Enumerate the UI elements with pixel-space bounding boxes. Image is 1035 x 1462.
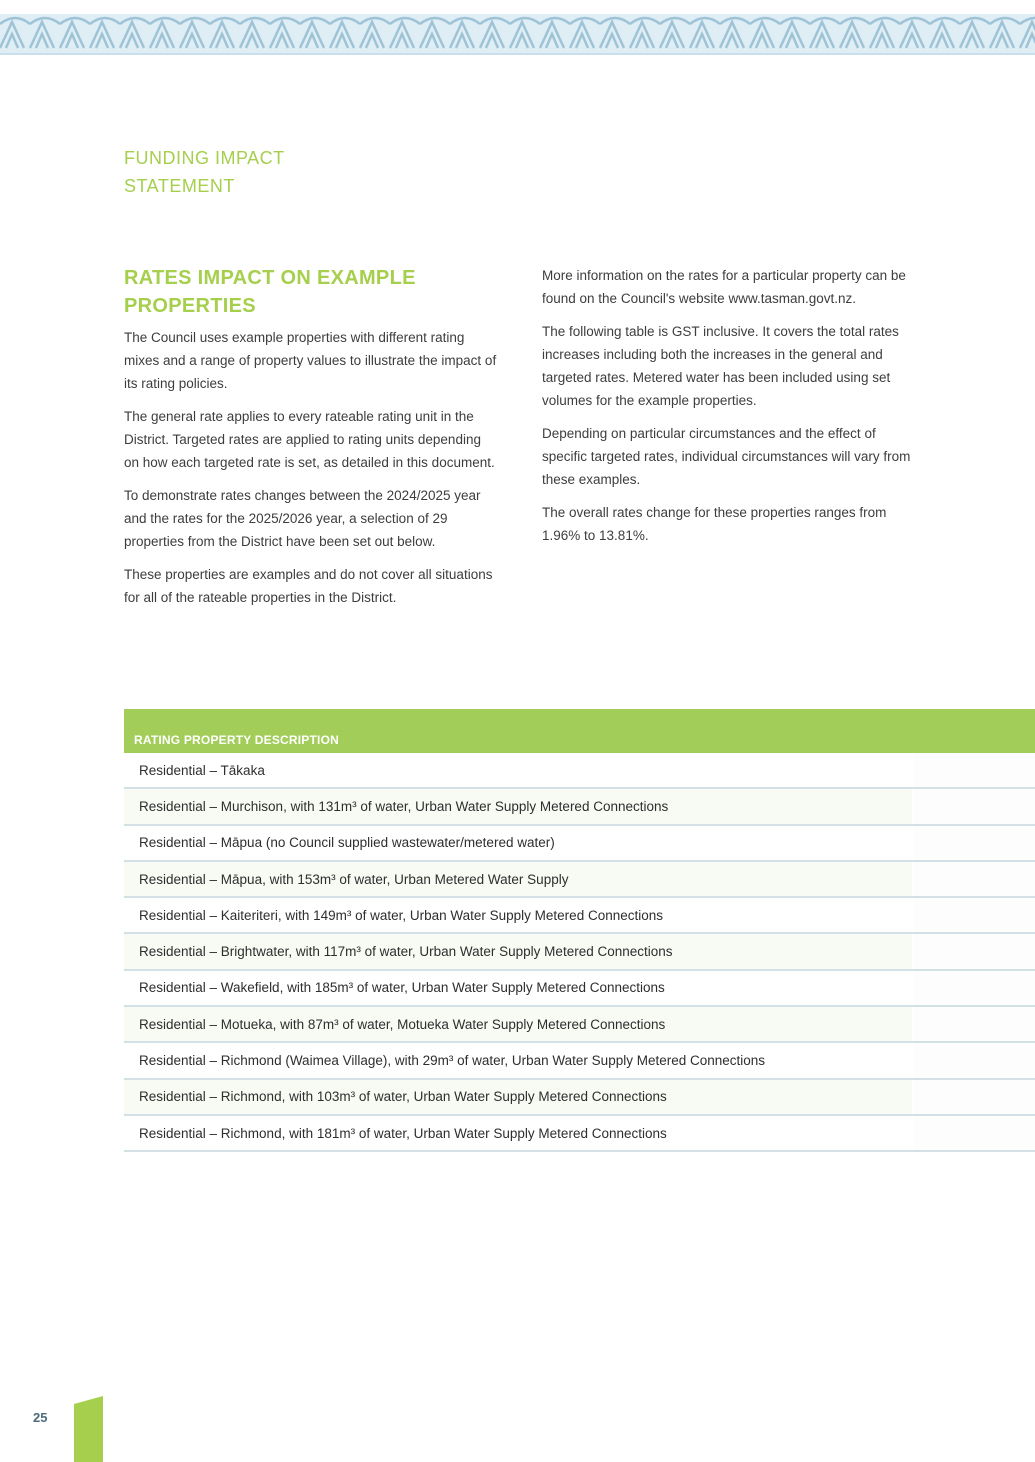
left-paragraph: To demonstrate rates changes between the 2024/2025 year and the rates for the 2025/2026 year, a selection of 29 properties from the District have been set out below.: [124, 488, 481, 549]
page-tab-marker: [74, 1396, 103, 1462]
row-value-cell: [912, 789, 1035, 823]
row-value-cell: [912, 826, 1035, 860]
table-row: [124, 898, 1035, 934]
row-description: Residential – Murchison, with 131m³ of water, Urban Water Supply Metered Connections: [124, 789, 912, 823]
row-description: Residential – Tākaka: [124, 753, 912, 787]
row-value-cell: [912, 934, 1035, 968]
row-description: Residential – Richmond, with 181m³ of water, Urban Water Supply Metered Connections: [124, 1116, 912, 1150]
row-value-cell: [912, 971, 1035, 1005]
table-row: [124, 753, 1035, 789]
table-row: [124, 1116, 1035, 1152]
row-value-cell: [912, 862, 1035, 896]
table-row: [124, 1080, 1035, 1116]
right-paragraph: More information on the rates for a particular property can be found on the Council's website www.tasman.govt.nz.: [542, 268, 906, 306]
right-paragraph: The following table is GST inclusive. It covers the total rates increases including both the increases in the general and targeted rates. Metered water has been included using set volumes for the example properties.: [542, 324, 899, 408]
left-column: [124, 262, 499, 619]
row-value-cell: [912, 1007, 1035, 1041]
table-row: [124, 934, 1035, 970]
decorative-pattern-band: [0, 0, 1035, 56]
right-paragraph: Depending on particular circumstances and the effect of specific targeted rates, individual circumstances will vary from these examples.: [542, 426, 911, 487]
row-description: Residential – Motueka, with 87m³ of water, Motueka Water Supply Metered Connections: [124, 1007, 912, 1041]
page-number: 25: [33, 1410, 48, 1425]
table-header: RATING PROPERTY DESCRIPTION: [124, 709, 1035, 753]
left-paragraph: These properties are examples and do not cover all situations for all of the rateable properties in the District.: [124, 567, 493, 605]
table-row: [124, 789, 1035, 825]
row-description: Residential – Wakefield, with 185m³ of water, Urban Water Supply Metered Connections: [124, 971, 912, 1005]
pattern-graphic: [0, 0, 1035, 56]
row-value-cell: [912, 1116, 1035, 1150]
table-body: [124, 753, 1035, 1152]
row-value-cell: [912, 753, 1035, 787]
table-row: [124, 862, 1035, 898]
section-label: [124, 144, 384, 200]
heading-line2: PROPERTIES: [124, 295, 256, 317]
row-value-cell: [912, 1080, 1035, 1114]
row-description: Residential – Māpua (no Council supplied wastewater/metered water): [124, 826, 912, 860]
left-paragraph: The general rate applies to every rateable rating unit in the District. Targeted rates are applied to rating units depending on how each targeted rate is set, as detailed in this document.: [124, 409, 495, 470]
row-value-cell: [912, 898, 1035, 932]
table-row: [124, 1043, 1035, 1079]
rating-properties-table: [124, 709, 1035, 1152]
heading-line1: RATES IMPACT ON EXAMPLE: [124, 267, 416, 289]
row-value-cell: [912, 1043, 1035, 1077]
row-description: Residential – Richmond, with 103m³ of water, Urban Water Supply Metered Connections: [124, 1080, 912, 1114]
left-paragraph: The Council uses example properties with different rating mixes and a range of property values to illustrate the impact of its rating policies.: [124, 330, 497, 391]
row-description: Residential – Brightwater, with 117m³ of water, Urban Water Supply Metered Connections: [124, 934, 912, 968]
section-label-line1: FUNDING IMPACT: [124, 148, 285, 168]
row-description: Residential – Māpua, with 153m³ of water, Urban Metered Water Supply: [124, 862, 912, 896]
table-row: [124, 1007, 1035, 1043]
row-description: Residential – Kaiteriteri, with 149m³ of water, Urban Water Supply Metered Connections: [124, 898, 912, 932]
right-paragraph: The overall rates change for these properties ranges from 1.96% to 13.81%.: [542, 505, 887, 543]
section-label-line2: STATEMENT: [124, 176, 235, 196]
right-column: [542, 264, 917, 557]
table-row: [124, 971, 1035, 1007]
pattern-rule: [0, 53, 1035, 55]
page-tab-shape: [74, 1396, 103, 1462]
row-description: Residential – Richmond (Waimea Village), with 29m³ of water, Urban Water Supply Metered Connections: [124, 1043, 912, 1077]
table-row: [124, 826, 1035, 862]
page-heading: [124, 264, 499, 320]
